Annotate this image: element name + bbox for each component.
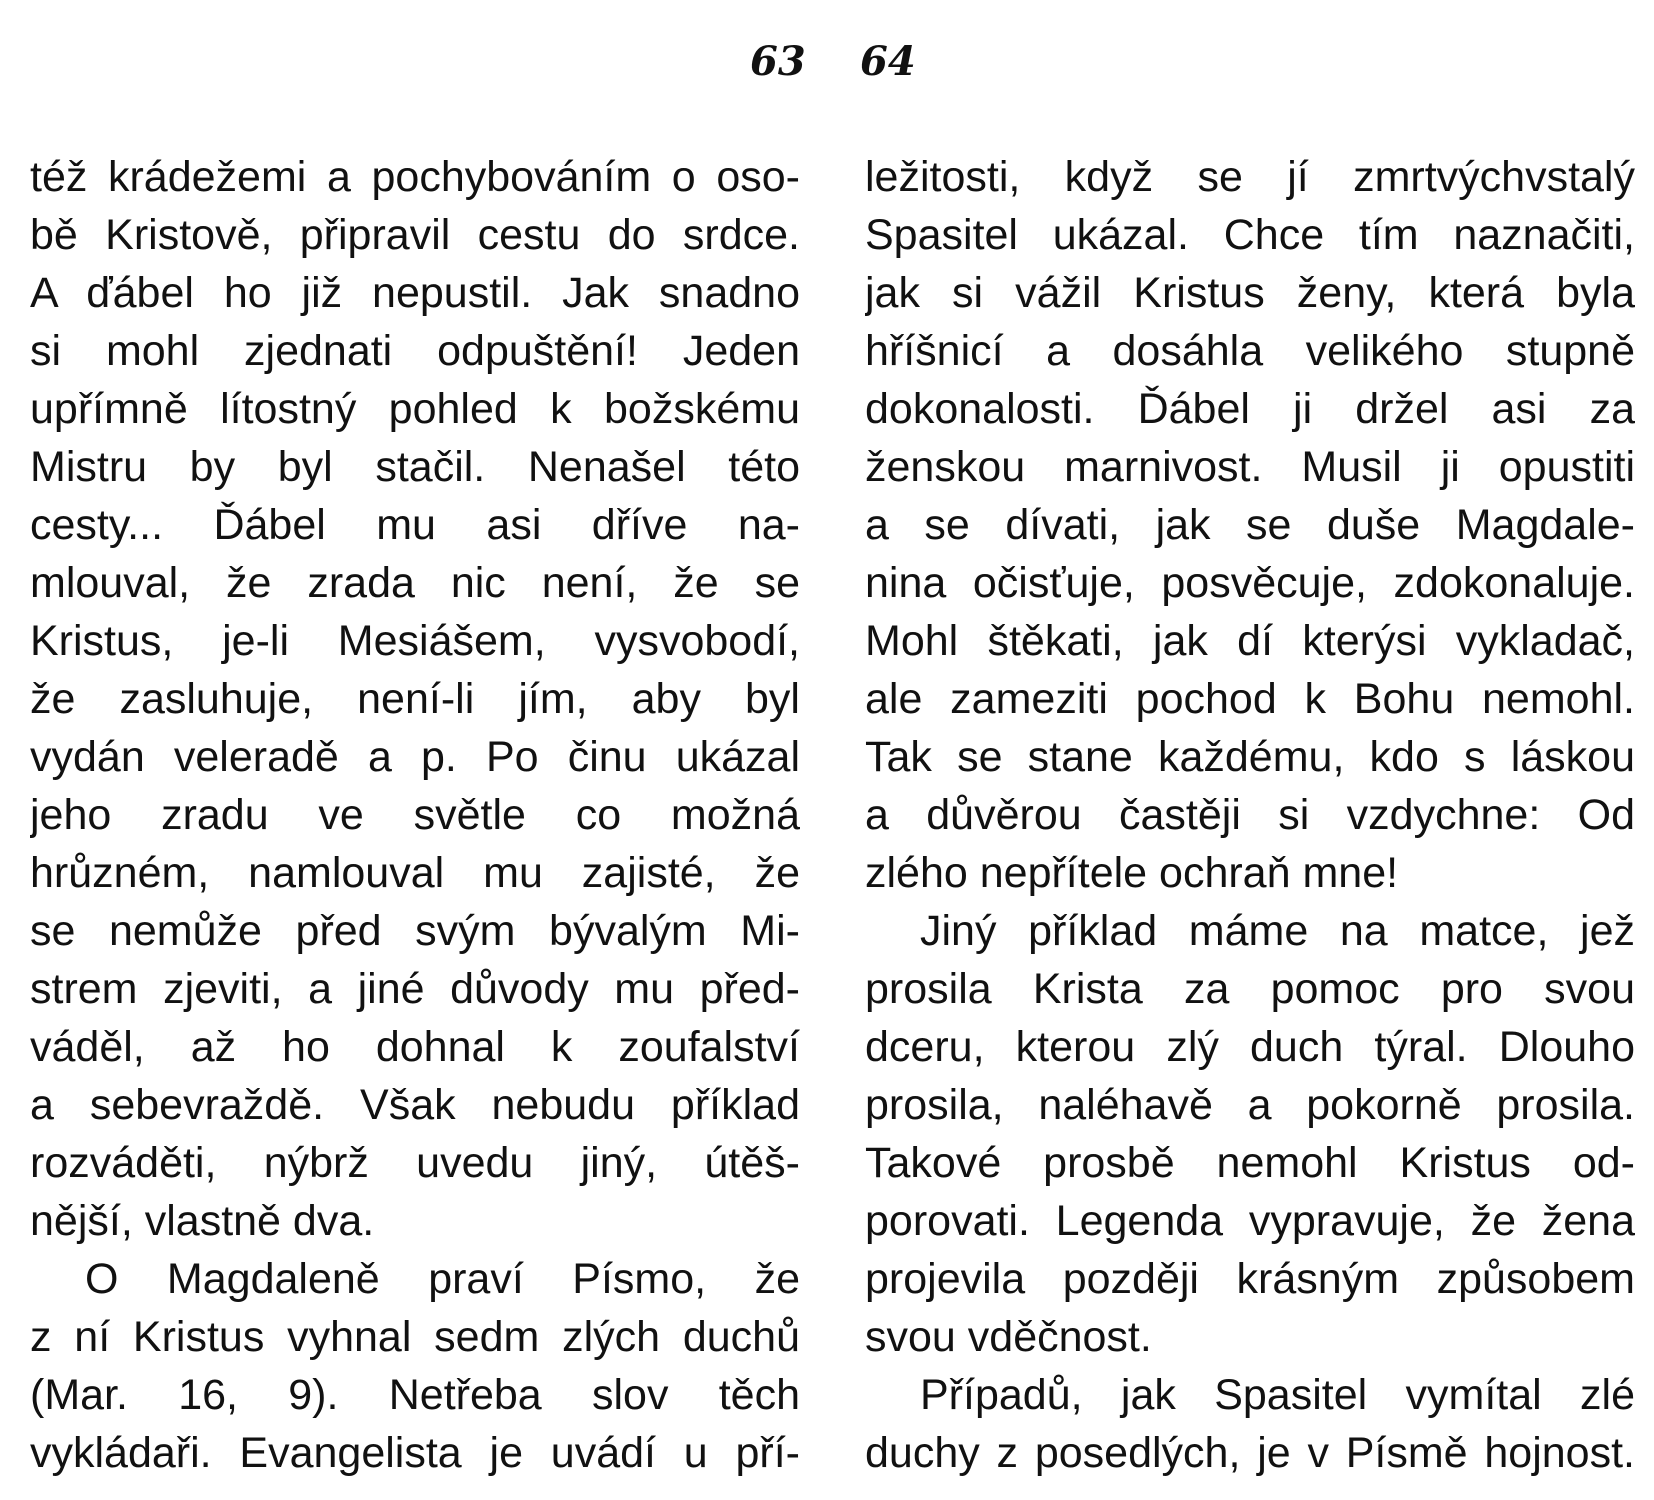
text-line: váděl, až ho dohnal k zoufalství: [30, 1023, 800, 1071]
text-line: mlouval, že zrada nic není, že se: [30, 559, 800, 607]
text-line: duchy z posedlých, je v Písmě hojnost.: [865, 1429, 1635, 1477]
text-line: že zasluhuje, není-li jím, aby byl: [30, 675, 800, 723]
text-line: ženskou marnivost. Musil ji opustiti: [865, 443, 1635, 491]
text-line: nina očisťuje, posvěcuje, zdokonaluje.: [865, 559, 1635, 607]
right-column-text: [865, 148, 1635, 1482]
text-line: se nemůže před svým bývalým Mi-: [30, 907, 800, 955]
text-line: dceru, kterou zlý duch týral. Dlouho: [865, 1023, 1635, 1071]
page-number-header: [0, 38, 1654, 102]
text-line: jak si vážil Kristus ženy, která byla: [865, 269, 1635, 317]
text-line: hříšnicí a dosáhla velikého stupně: [865, 327, 1635, 375]
text-line: Mistru by byl stačil. Nenašel této: [30, 443, 800, 491]
text-line: a se dívati, jak se duše Magdale-: [865, 501, 1635, 549]
text-line: A ďábel ho již nepustil. Jak snadno: [30, 269, 800, 317]
text-line: bě Kristově, připravil cestu do srdce.: [30, 211, 800, 259]
text-line: porovati. Legenda vypravuje, že žena: [865, 1197, 1635, 1245]
text-line: svou vděčnost.: [865, 1313, 1152, 1361]
page-number-left: 63: [750, 38, 806, 85]
text-line: rozváděti, nýbrž uvedu jiný, útěš-: [30, 1139, 800, 1187]
paragraph-start-line: Jiný příklad máme na matce, jež: [920, 907, 1635, 955]
text-line: prosila Krista za pomoc pro svou: [865, 965, 1635, 1013]
paragraph-start-line: Případů, jak Spasitel vymítal zlé: [920, 1371, 1635, 1419]
text-line: Tak se stane každému, kdo s láskou: [865, 733, 1635, 781]
text-line: strem zjeviti, a jiné důvody mu před-: [30, 965, 800, 1013]
page-number-right: 64: [860, 38, 916, 85]
text-line: nější, vlastně dva.: [30, 1197, 375, 1245]
text-line: Mohl štěkati, jak dí kterýsi vykladač,: [865, 617, 1635, 665]
text-line: Kristus, je-li Mesiášem, vysvobodí,: [30, 617, 800, 665]
text-line: ležitosti, když se jí zmrtvýchvstalý: [865, 153, 1635, 201]
text-line: jeho zradu ve světle co možná: [30, 791, 800, 839]
paragraph-start-line: O Magdaleně praví Písmo, že: [85, 1255, 800, 1303]
text-line: upřímně lítostný pohled k božskému: [30, 385, 800, 433]
text-line: též krádežemi a pochybováním o oso-: [30, 153, 800, 201]
text-line: a důvěrou častěji si vzdychne: Od: [865, 791, 1635, 839]
text-line: vykládaři. Evangelista je uvádí u pří-: [30, 1429, 800, 1477]
text-line: Spasitel ukázal. Chce tím naznačiti,: [865, 211, 1635, 259]
text-line: prosila, naléhavě a pokorně prosila.: [865, 1081, 1635, 1129]
text-line: Takové prosbě nemohl Kristus od-: [865, 1139, 1635, 1187]
text-line: (Mar. 16, 9). Netřeba slov těch: [30, 1371, 800, 1419]
text-line: projevila později krásným způsobem: [865, 1255, 1635, 1303]
text-line: si mohl zjednati odpuštění! Jeden: [30, 327, 800, 375]
text-line: z ní Kristus vyhnal sedm zlých duchů: [30, 1313, 800, 1361]
text-line: a sebevraždě. Však nebudu příklad: [30, 1081, 800, 1129]
text-line: zlého nepřítele ochraň mne!: [865, 849, 1399, 897]
text-line: ale zameziti pochod k Bohu nemohl.: [865, 675, 1635, 723]
text-line: cesty... Ďábel mu asi dříve na-: [30, 501, 800, 549]
left-column-text: [30, 148, 800, 1482]
text-line: vydán veleradě a p. Po činu ukázal: [30, 733, 800, 781]
text-line: dokonalosti. Ďábel ji držel asi za: [865, 385, 1635, 433]
text-line: hrůzném, namlouval mu zajisté, že: [30, 849, 800, 897]
